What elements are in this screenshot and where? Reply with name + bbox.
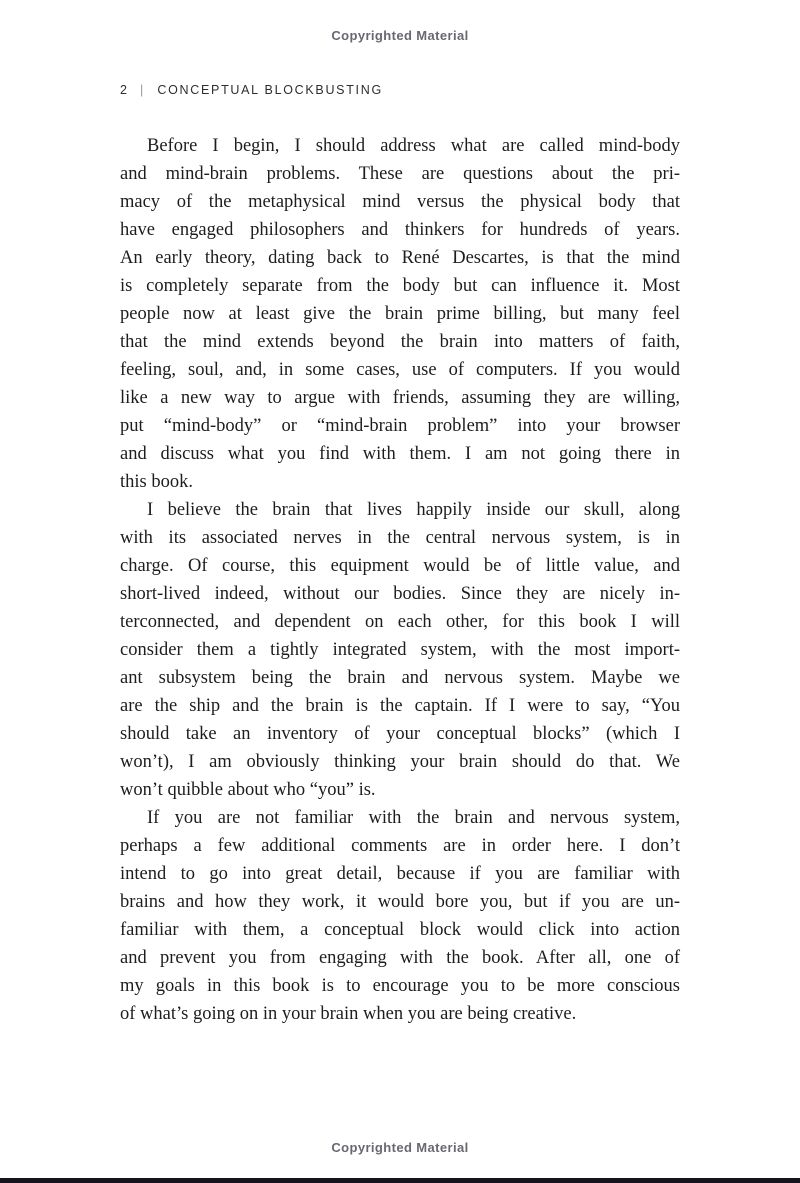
- paragraph: [120, 804, 680, 1028]
- text-line: feeling, soul, and, in some cases, use of computers. If you would: [120, 360, 680, 380]
- copyright-notice-top: Copyrighted Material: [331, 28, 469, 43]
- text-line: perhaps a few additional comments are in order here. I don’t: [120, 836, 680, 856]
- text-line: won’t), I am obviously thinking your brain should do that. We: [120, 752, 680, 772]
- text-line: terconnected, and dependent on each other, for this book I will: [120, 612, 680, 632]
- text-line: and discuss what you find with them. I am not going there in: [120, 444, 680, 464]
- text-line: with its associated nerves in the central nervous system, is in: [120, 528, 680, 548]
- paragraph: [120, 132, 680, 496]
- copyright-notice-bottom: Copyrighted Material: [331, 1140, 469, 1155]
- chapter-title: CONCEPTUAL BLOCKBUSTING: [157, 83, 383, 97]
- text-line: are the ship and the brain is the captain. If I were to say, “You: [120, 696, 680, 716]
- text-line: familiar with them, a conceptual block would click into action: [120, 920, 680, 940]
- text-line: should take an inventory of your conceptual blocks” (which I: [120, 724, 680, 744]
- running-header: [120, 83, 383, 97]
- text-line: brains and how they work, it would bore you, but if you are un-: [120, 892, 680, 912]
- text-line: macy of the metaphysical mind versus the physical body that: [120, 192, 680, 212]
- text-line: charge. Of course, this equipment would be of little value, and: [120, 556, 680, 576]
- text-line: consider them a tightly integrated system, with the most import-: [120, 640, 680, 660]
- text-line: put “mind-body” or “mind-brain problem” into your browser: [120, 416, 680, 436]
- text-line: An early theory, dating back to René Descartes, is that the mind: [120, 248, 680, 268]
- text-line: that the mind extends beyond the brain into matters of faith,: [120, 332, 680, 352]
- text-line: have engaged philosophers and thinkers for hundreds of years.: [120, 220, 680, 240]
- text-line: intend to go into great detail, because if you are familiar with: [120, 864, 680, 884]
- page-edge-bar: [0, 1178, 800, 1183]
- text-line: and prevent you from engaging with the book. After all, one of: [120, 948, 680, 968]
- text-line: and mind-brain problems. These are questions about the pri-: [120, 164, 680, 184]
- text-line: is completely separate from the body but can influence it. Most: [120, 276, 680, 296]
- text-line: of what’s going on in your brain when you are being creative.: [120, 1004, 577, 1024]
- body-text: [120, 132, 680, 1028]
- text-line: I believe the brain that lives happily inside our skull, along: [147, 500, 680, 520]
- text-line: like a new way to argue with friends, assuming they are willing,: [120, 388, 680, 408]
- page-number: 2: [120, 83, 127, 97]
- text-line: short-lived indeed, without our bodies. Since they are nicely in-: [120, 584, 680, 604]
- text-line: this book.: [120, 472, 193, 492]
- text-line: Before I begin, I should address what are called mind-body: [147, 136, 680, 156]
- text-line: ant subsystem being the brain and nervous system. Maybe we: [120, 668, 680, 688]
- paragraph: [120, 496, 680, 804]
- text-line: won’t quibble about who “you” is.: [120, 780, 376, 800]
- header-separator: |: [139, 83, 145, 97]
- text-line: my goals in this book is to encourage you to be more conscious: [120, 976, 680, 996]
- text-line: If you are not familiar with the brain and nervous system,: [147, 808, 680, 828]
- text-line: people now at least give the brain prime billing, but many feel: [120, 304, 680, 324]
